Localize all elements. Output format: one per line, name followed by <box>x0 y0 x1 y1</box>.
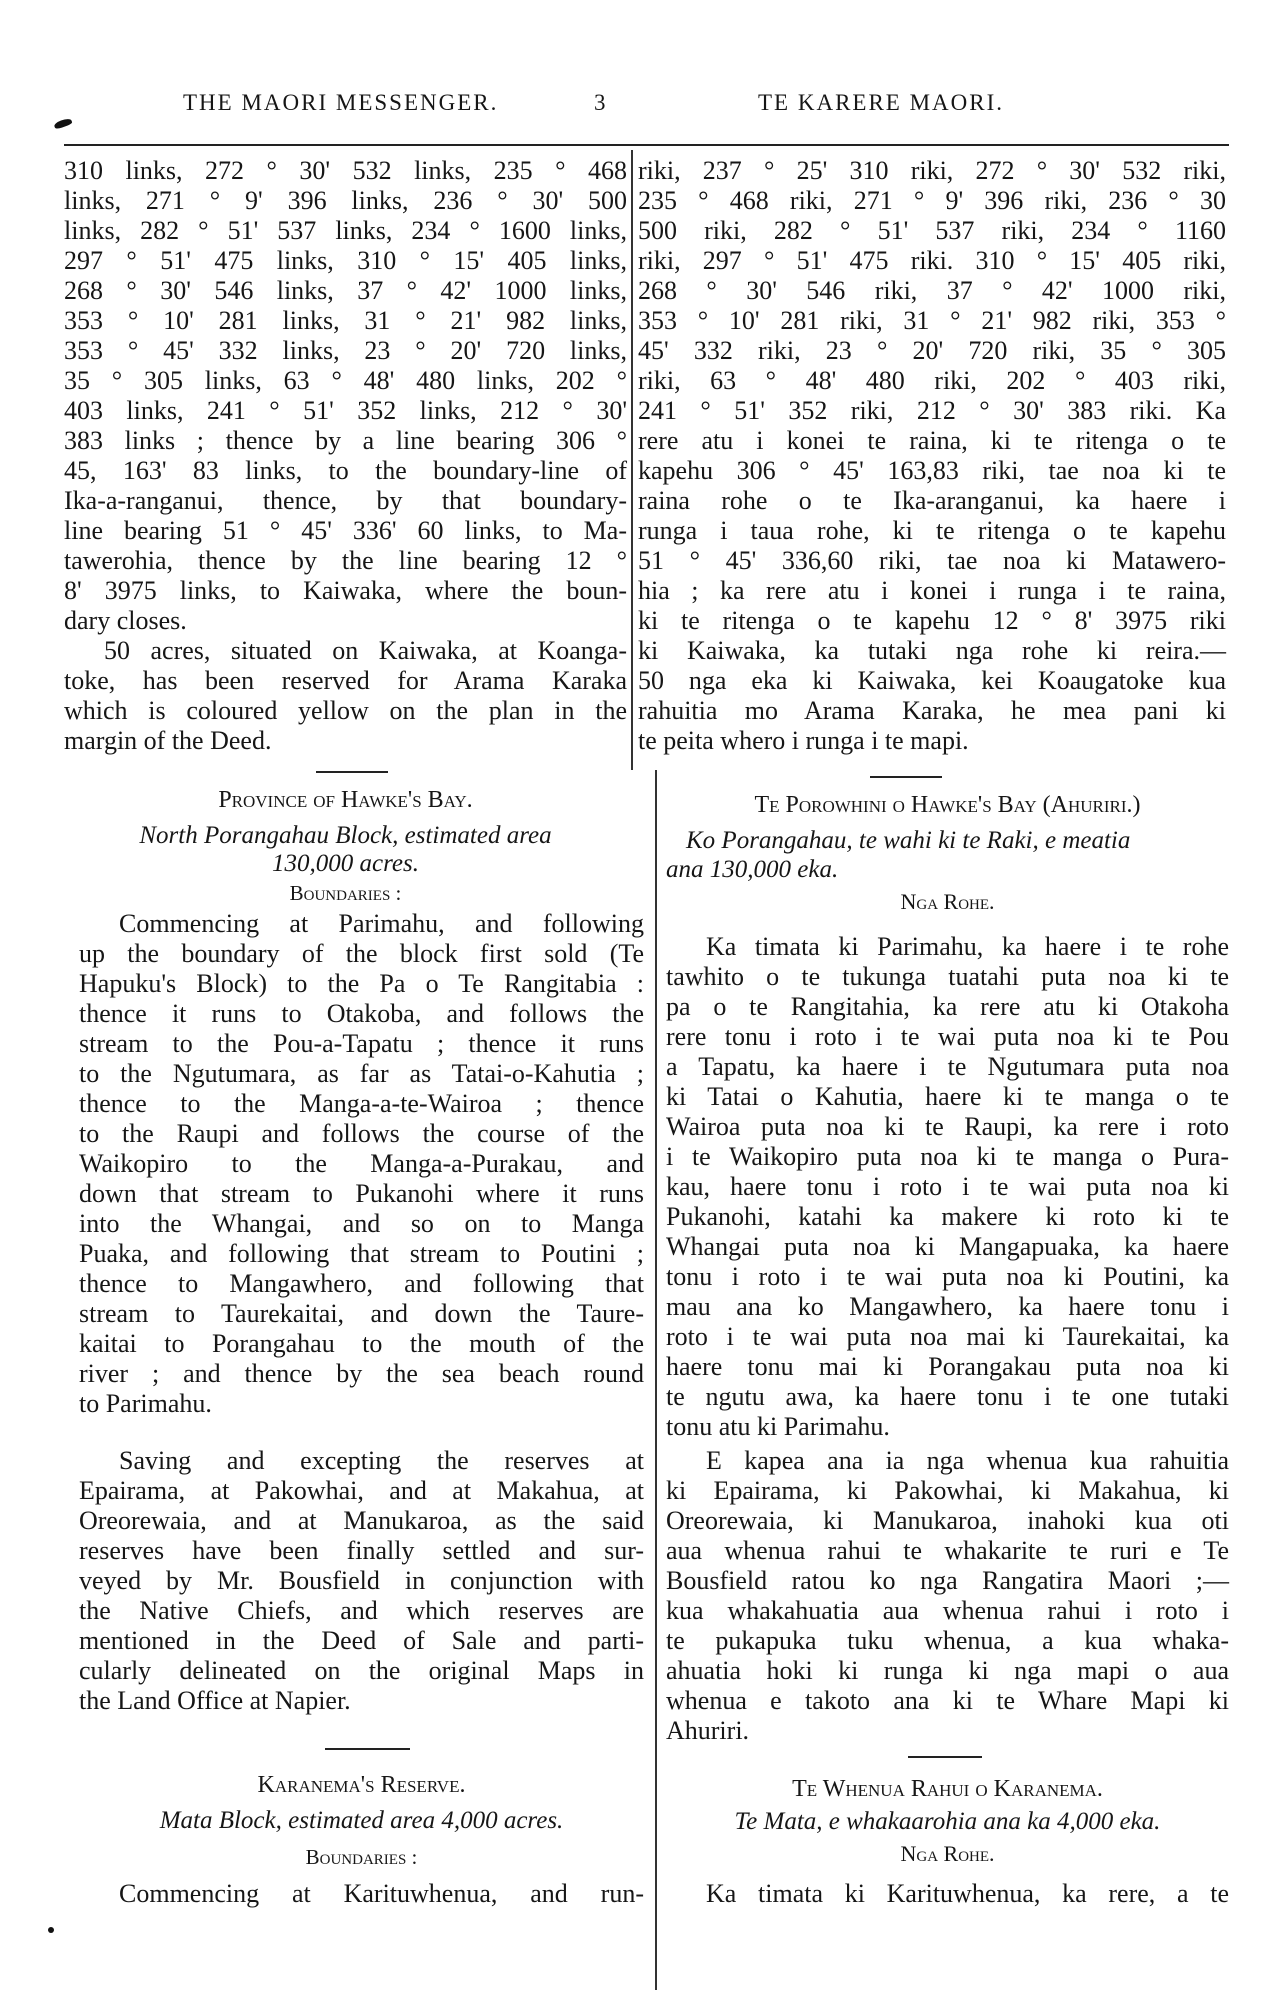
text-line: Oreorewaia, ki Manukaroa, inahoki kua oti <box>666 1506 1229 1535</box>
text-line: thence to the Manga-a-te-Wairoa ; thence <box>79 1089 644 1118</box>
text-line: tawerohia, thence by the line bearing 12 ° <box>64 546 627 575</box>
text-line: a Tapatu, ka haere i te Ngutumara puta noa <box>666 1052 1229 1081</box>
text-line: 500 riki, 282 ° 51' 537 riki, 234 ° 1160 <box>638 216 1226 245</box>
text-line: Ika-a-ranganui, thence, by that boundary- <box>64 486 627 515</box>
maori-boundary-paragraph <box>638 156 1226 756</box>
section-heading: Karanema's Reserve. <box>257 1772 466 1798</box>
text-line: 353 ° 10' 281 links, 31 ° 21' 982 links, <box>64 306 627 335</box>
text-line: te ngutu awa, ka haere tonu i te one tutaki <box>666 1382 1229 1411</box>
text-line: ahuatia hoki ki runga ki nga mapi o aua <box>666 1656 1229 1685</box>
text-line: kapehu 306 ° 45' 163,83 riki, tae noa ki te <box>638 456 1226 485</box>
text-line: rere tonu i roto i te wai puta noa ki te Pou <box>666 1022 1229 1051</box>
text-line: cularly delineated on the original Maps in <box>79 1656 644 1685</box>
text-line: riki, 237 ° 25' 310 riki, 272 ° 30' 532 riki, <box>638 156 1226 185</box>
section-heading: Province of Hawke's Bay. <box>218 787 473 813</box>
text-line: raina rohe o te Ika-aranganui, ka haere i <box>638 486 1226 515</box>
text-line: Pukanohi, katahi ka makere ki roto ki te <box>666 1202 1229 1231</box>
text-line: aua whenua rahui te whakarite te ruri e Te <box>666 1536 1229 1565</box>
page-number: 3 <box>594 90 608 115</box>
text-line: the Native Chiefs, and which reserves are <box>79 1596 644 1625</box>
text-line: tonu i roto i te wai puta noa ki Poutini, ka <box>666 1262 1229 1291</box>
section-rule <box>908 1756 982 1758</box>
text-line: 50 nga eka ki Kaiwaka, kei Koaugatoke kua <box>638 666 1226 695</box>
text-line: te peita whero i runga i te mapi. <box>638 726 969 755</box>
section-rule <box>870 776 942 778</box>
text-line: 8' 3975 links, to Kaiwaka, where the boun- <box>64 576 627 605</box>
printer-mark-icon <box>53 117 72 130</box>
text-line: down that stream to Pukanohi where it runs <box>79 1179 644 1208</box>
text-line: kau, haere tonu i roto i te wai puta noa ki <box>666 1172 1229 1201</box>
text-line: Whangai puta noa ki Mangapuaka, ka haere <box>666 1232 1229 1261</box>
text-line: mau ana ko Mangawhero, ka haere tonu i <box>666 1292 1229 1321</box>
text-line: 383 links ; thence by a line bearing 306 ° <box>64 426 627 455</box>
text-line: toke, has been reserved for Arama Karaka <box>64 666 627 695</box>
text-line: rere atu i konei te raina, ki te ritenga o te <box>638 426 1226 455</box>
text-line: Saving and excepting the reserves at <box>119 1446 644 1475</box>
block-subtitle: Te Mata, e whakaarohia ana ka 4,000 eka. <box>734 1808 1161 1835</box>
ink-dot <box>48 1927 54 1933</box>
text-line: 35 ° 305 links, 63 ° 48' 480 links, 202 ° <box>64 366 627 395</box>
text-line: Oreorewaia, and at Manukaroa, as the said <box>79 1506 644 1535</box>
text-line: ki Kaiwaka, ka tutaki nga rohe ki reira.— <box>638 636 1226 665</box>
text-line: thence to Mangawhero, and following that <box>79 1269 644 1298</box>
text-line: rahuitia mo Arama Karaka, he mea pani ki <box>638 696 1226 725</box>
text-line: runga i taua rohe, ki te ritenga o te kapehu <box>638 516 1226 545</box>
text-line: whenua e takoto ana ki te Whare Mapi ki <box>666 1686 1229 1715</box>
text-line: veyed by Mr. Bousfield in conjunction with <box>79 1566 644 1595</box>
column-divider-bottom <box>655 770 657 1990</box>
text-line: pa o te Rangitahia, ka rere atu ki Otakoha <box>666 992 1229 1021</box>
maori-kapea-paragraph <box>666 1446 1229 1746</box>
boundaries-heading: Boundaries : <box>289 881 402 905</box>
text-line: te pukapuka tuku whenua, a kua whaka- <box>666 1626 1229 1655</box>
text-line: riki, 63 ° 48' 480 riki, 202 ° 403 riki, <box>638 366 1226 395</box>
section-heading: Te Porowhini o Hawke's Bay (Ahuriri.) <box>754 792 1141 818</box>
english-commencing-paragraph <box>79 909 644 1419</box>
text-line: Ka timata ki Karituwhenua, ka rere, a te <box>706 1879 1229 1908</box>
text-line: 268 ° 30' 546 links, 37 ° 42' 1000 links, <box>64 276 627 305</box>
text-line: 310 links, 272 ° 30' 532 links, 235 ° 468 <box>64 156 627 185</box>
text-line: stream to the Pou-a-Tapatu ; thence it runs <box>79 1029 644 1058</box>
block-area: ana 130,000 eka. <box>666 856 839 883</box>
text-line: kua whakahuatia aua whenua rahui i roto i <box>666 1596 1229 1625</box>
text-line: into the Whangai, and so on to Manga <box>79 1209 644 1238</box>
text-line: which is coloured yellow on the plan in the <box>64 696 627 725</box>
text-line: line bearing 51 ° 45' 336' 60 links, to Ma- <box>64 516 627 545</box>
text-line: riki, 297 ° 51' 475 riki. 310 ° 15' 405 riki, <box>638 246 1226 275</box>
text-line: Puaka, and following that stream to Poutini ; <box>79 1239 644 1268</box>
text-line: Ahuriri. <box>666 1716 750 1745</box>
text-line: margin of the Deed. <box>64 726 272 755</box>
text-line: Bousfield ratou ko nga Rangatira Maori ;— <box>666 1566 1229 1595</box>
text-line: ki Epairama, ki Pakowhai, ki Makahua, ki <box>666 1476 1229 1505</box>
boundaries-heading: Nga Rohe. <box>900 889 995 914</box>
text-line: 50 acres, situated on Kaiwaka, at Koanga- <box>104 636 627 665</box>
text-line: to Parimahu. <box>79 1389 212 1418</box>
text-line: to the Ngutumara, as far as Tatai-o-Kahutia ; <box>79 1059 644 1088</box>
text-line: thence it runs to Otakoba, and follows the <box>79 999 644 1028</box>
text-line: links, 271 ° 9' 396 links, 236 ° 30' 500 <box>64 186 627 215</box>
section-rule <box>316 771 388 773</box>
text-line: reserves have been finally settled and sur- <box>79 1536 644 1565</box>
text-line: 403 links, 241 ° 51' 352 links, 212 ° 30' <box>64 396 627 425</box>
text-line: 45' 332 riki, 23 ° 20' 720 riki, 35 ° 305 <box>638 336 1226 365</box>
text-line: Hapuku's Block) to the Pa o Te Rangitabia : <box>79 969 644 998</box>
english-saving-paragraph <box>79 1446 644 1716</box>
block-subtitle: Mata Block, estimated area 4,000 acres. <box>159 1807 564 1834</box>
text-line: 235 ° 468 riki, 271 ° 9' 396 riki, 236 ° 30 <box>638 186 1226 215</box>
text-line: the Land Office at Napier. <box>79 1686 351 1715</box>
text-line: hia ; ka rere atu i konei i runga i te raina, <box>638 576 1226 605</box>
text-line: links, 282 ° 51' 537 links, 234 ° 1600 links, <box>64 216 627 245</box>
text-line: river ; and thence by the sea beach round <box>79 1359 644 1388</box>
text-line: Wairoa puta noa ki te Raupi, ka rere i roto <box>666 1112 1229 1141</box>
text-line: Waikopiro to the Manga-a-Purakau, and <box>79 1149 644 1178</box>
text-line: haere tonu mai ki Porangakau puta noa ki <box>666 1352 1229 1381</box>
text-line: 353 ° 45' 332 links, 23 ° 20' 720 links, <box>64 336 627 365</box>
text-line: Ka timata ki Parimahu, ka haere i te rohe <box>706 932 1229 961</box>
section-rule <box>325 1748 410 1750</box>
masthead-english-title: THE MAORI MESSENGER. <box>183 90 499 115</box>
column-divider-top <box>631 150 633 770</box>
text-line: 241 ° 51' 352 riki, 212 ° 30' 383 riki. Ka <box>638 396 1226 425</box>
text-line: Commencing at Parimahu, and following <box>119 909 644 938</box>
text-line: ki te ritenga o te kapehu 12 ° 8' 3975 riki <box>638 606 1226 635</box>
text-line: roto i te wai puta noa mai ki Taurekaitai, ka <box>666 1322 1229 1351</box>
text-line: 353 ° 10' 281 riki, 31 ° 21' 982 riki, 353 ° <box>638 306 1226 335</box>
text-line: 268 ° 30' 546 riki, 37 ° 42' 1000 riki, <box>638 276 1226 305</box>
text-line: Epairama, at Pakowhai, and at Makahua, at <box>79 1476 644 1505</box>
text-line: i te Waikopiro puta noa ki te manga o Pura- <box>666 1142 1229 1171</box>
block-area: 130,000 acres. <box>272 850 419 877</box>
text-line: 297 ° 51' 475 links, 310 ° 15' 405 links, <box>64 246 627 275</box>
text-line: mentioned in the Deed of Sale and parti- <box>79 1626 644 1655</box>
text-line: tawhito o te tukunga tuatahi puta noa ki te <box>666 962 1229 991</box>
maori-final-paragraph <box>666 1879 1229 1909</box>
text-line: stream to Taurekaitai, and down the Taure- <box>79 1299 644 1328</box>
text-line: 45, 163' 83 links, to the boundary-line of <box>64 456 627 485</box>
block-subtitle: Ko Porangahau, te wahi ki te Raki, e meatia <box>686 827 1131 854</box>
masthead-maori-title: TE KARERE MAORI. <box>758 90 1005 115</box>
block-subtitle: North Porangahau Block, estimated area <box>139 822 552 849</box>
text-line: 51 ° 45' 336,60 riki, tae noa ki Matawero- <box>638 546 1226 575</box>
text-line: tonu atu ki Parimahu. <box>666 1412 890 1441</box>
masthead-rule <box>64 144 1229 146</box>
text-line: dary closes. <box>64 606 187 635</box>
text-line: E kapea ana ia nga whenua kua rahuitia <box>706 1446 1229 1475</box>
text-line: to the Raupi and follows the course of the <box>79 1119 644 1148</box>
section-heading: Te Whenua Rahui o Karanema. <box>792 1776 1103 1802</box>
text-line: ki Tatai o Kahutia, haere ki te manga o te <box>666 1082 1229 1111</box>
english-boundary-paragraph <box>64 156 627 636</box>
english-reserve-paragraph <box>64 636 627 756</box>
english-final-paragraph <box>79 1879 644 1909</box>
maori-timata-paragraph <box>666 932 1229 1442</box>
text-line: kaitai to Porangahau to the mouth of the <box>79 1329 644 1358</box>
text-line: up the boundary of the block first sold (Te <box>79 939 644 968</box>
text-line: Commencing at Karituwhenua, and run- <box>119 1879 644 1908</box>
boundaries-heading: Boundaries : <box>305 1845 418 1869</box>
boundaries-heading: Nga Rohe. <box>900 1841 995 1866</box>
